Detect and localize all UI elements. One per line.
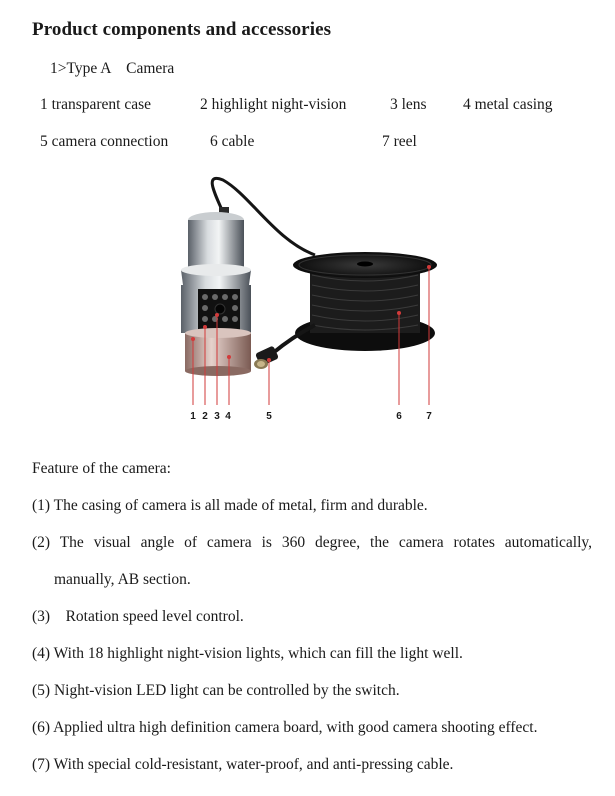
figure-label-6: 6 xyxy=(396,411,402,422)
component-6-label: 6 cable xyxy=(210,133,255,150)
feature-item-5: (5) Night-vision LED light can be controlled by the switch. xyxy=(32,682,400,699)
component-4-label: 4 metal casing xyxy=(463,96,553,113)
figure-label-3: 3 xyxy=(214,411,220,422)
product-type-heading: 1>Type A Camera xyxy=(50,60,175,77)
feature-item-6: (6) Applied ultra high definition camera board, with good camera shooting effect. xyxy=(32,719,538,736)
figure-label-7: 7 xyxy=(426,411,432,422)
feature-item-2: (2) The visual angle of camera is 360 degree, the camera rotates automatically, xyxy=(32,534,592,551)
feature-item-1: (1) The casing of camera is all made of metal, firm and durable. xyxy=(32,497,428,514)
figure-label-2: 2 xyxy=(202,411,208,422)
camera-body xyxy=(181,207,251,376)
component-2-label: 2 highlight night-vision xyxy=(200,96,347,113)
figure-label-1: 1 xyxy=(190,411,196,422)
component-1-label: 1 transparent case xyxy=(40,96,152,113)
page-title: Product components and accessories xyxy=(32,19,332,40)
feature-item-7: (7) With special cold-resistant, water-proof, and anti-pressing cable. xyxy=(32,756,454,773)
feature-item-2-continued: manually, AB section. xyxy=(54,571,191,588)
features-title: Feature of the camera: xyxy=(32,460,171,477)
figure-label-5: 5 xyxy=(266,411,272,422)
feature-item-3: (3) Rotation speed level control. xyxy=(32,608,244,625)
component-5-label: 5 camera connection xyxy=(40,133,169,150)
camera-product-figure xyxy=(165,175,455,425)
component-7-label: 7 reel xyxy=(382,133,417,150)
feature-item-4: (4) With 18 highlight night-vision lights, which can fill the light well. xyxy=(32,645,463,662)
figure-label-4: 4 xyxy=(225,411,231,422)
component-3-label: 3 lens xyxy=(390,96,427,113)
